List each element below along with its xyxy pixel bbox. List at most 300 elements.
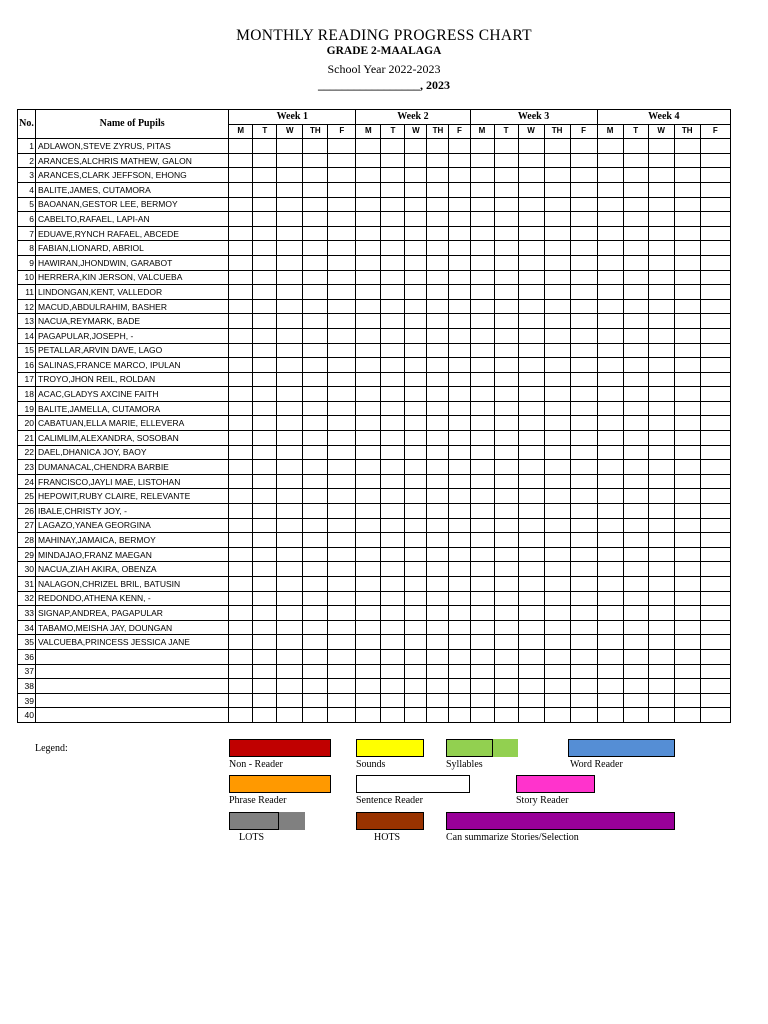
- progress-cell[interactable]: [303, 401, 328, 416]
- progress-cell[interactable]: [623, 591, 648, 606]
- progress-cell[interactable]: [356, 197, 381, 212]
- progress-cell[interactable]: [518, 387, 544, 402]
- progress-cell[interactable]: [570, 168, 597, 183]
- progress-cell[interactable]: [570, 255, 597, 270]
- progress-cell[interactable]: [648, 182, 674, 197]
- progress-cell[interactable]: [648, 197, 674, 212]
- progress-cell[interactable]: [648, 708, 674, 723]
- progress-cell[interactable]: [303, 270, 328, 285]
- progress-cell[interactable]: [518, 270, 544, 285]
- progress-cell[interactable]: [470, 212, 494, 227]
- progress-cell[interactable]: [570, 489, 597, 504]
- progress-cell[interactable]: [253, 416, 277, 431]
- progress-cell[interactable]: [381, 533, 405, 548]
- progress-cell[interactable]: [449, 547, 470, 562]
- progress-cell[interactable]: [381, 226, 405, 241]
- progress-cell[interactable]: [356, 255, 381, 270]
- progress-cell[interactable]: [648, 168, 674, 183]
- progress-cell[interactable]: [229, 197, 253, 212]
- progress-cell[interactable]: [623, 460, 648, 475]
- progress-cell[interactable]: [518, 299, 544, 314]
- progress-cell[interactable]: [328, 445, 356, 460]
- progress-cell[interactable]: [494, 197, 518, 212]
- progress-cell[interactable]: [470, 474, 494, 489]
- progress-cell[interactable]: [544, 241, 570, 256]
- progress-cell[interactable]: [405, 212, 427, 227]
- progress-cell[interactable]: [303, 606, 328, 621]
- progress-cell[interactable]: [405, 168, 427, 183]
- progress-cell[interactable]: [405, 182, 427, 197]
- progress-cell[interactable]: [544, 226, 570, 241]
- progress-cell[interactable]: [277, 445, 303, 460]
- progress-cell[interactable]: [229, 489, 253, 504]
- progress-cell[interactable]: [449, 387, 470, 402]
- progress-cell[interactable]: [405, 708, 427, 723]
- progress-cell[interactable]: [405, 226, 427, 241]
- progress-cell[interactable]: [570, 547, 597, 562]
- progress-cell[interactable]: [544, 182, 570, 197]
- progress-cell[interactable]: [700, 606, 730, 621]
- progress-cell[interactable]: [427, 139, 449, 154]
- progress-cell[interactable]: [427, 197, 449, 212]
- progress-cell[interactable]: [623, 139, 648, 154]
- progress-cell[interactable]: [405, 635, 427, 650]
- progress-cell[interactable]: [277, 328, 303, 343]
- progress-cell[interactable]: [623, 226, 648, 241]
- progress-cell[interactable]: [405, 693, 427, 708]
- progress-cell[interactable]: [381, 153, 405, 168]
- progress-cell[interactable]: [597, 591, 623, 606]
- progress-cell[interactable]: [597, 285, 623, 300]
- progress-cell[interactable]: [494, 270, 518, 285]
- progress-cell[interactable]: [449, 693, 470, 708]
- progress-cell[interactable]: [570, 372, 597, 387]
- progress-cell[interactable]: [427, 518, 449, 533]
- progress-cell[interactable]: [449, 591, 470, 606]
- progress-cell[interactable]: [674, 474, 700, 489]
- progress-cell[interactable]: [405, 255, 427, 270]
- progress-cell[interactable]: [449, 504, 470, 519]
- progress-cell[interactable]: [229, 168, 253, 183]
- progress-cell[interactable]: [700, 328, 730, 343]
- progress-cell[interactable]: [449, 372, 470, 387]
- progress-cell[interactable]: [303, 562, 328, 577]
- progress-cell[interactable]: [303, 591, 328, 606]
- progress-cell[interactable]: [381, 664, 405, 679]
- progress-cell[interactable]: [449, 197, 470, 212]
- progress-cell[interactable]: [544, 270, 570, 285]
- progress-cell[interactable]: [356, 533, 381, 548]
- progress-cell[interactable]: [470, 577, 494, 592]
- progress-cell[interactable]: [356, 708, 381, 723]
- progress-cell[interactable]: [518, 212, 544, 227]
- progress-cell[interactable]: [597, 635, 623, 650]
- progress-cell[interactable]: [674, 562, 700, 577]
- progress-cell[interactable]: [470, 285, 494, 300]
- progress-cell[interactable]: [356, 620, 381, 635]
- progress-cell[interactable]: [494, 679, 518, 694]
- progress-cell[interactable]: [405, 591, 427, 606]
- progress-cell[interactable]: [623, 577, 648, 592]
- progress-cell[interactable]: [597, 358, 623, 373]
- progress-cell[interactable]: [623, 635, 648, 650]
- progress-cell[interactable]: [253, 139, 277, 154]
- progress-cell[interactable]: [328, 416, 356, 431]
- progress-cell[interactable]: [648, 314, 674, 329]
- progress-cell[interactable]: [277, 708, 303, 723]
- progress-cell[interactable]: [570, 577, 597, 592]
- progress-cell[interactable]: [303, 445, 328, 460]
- progress-cell[interactable]: [597, 649, 623, 664]
- progress-cell[interactable]: [277, 679, 303, 694]
- progress-cell[interactable]: [623, 285, 648, 300]
- progress-cell[interactable]: [544, 620, 570, 635]
- progress-cell[interactable]: [328, 620, 356, 635]
- progress-cell[interactable]: [623, 664, 648, 679]
- progress-cell[interactable]: [449, 606, 470, 621]
- progress-cell[interactable]: [570, 533, 597, 548]
- progress-cell[interactable]: [470, 649, 494, 664]
- progress-cell[interactable]: [470, 620, 494, 635]
- progress-cell[interactable]: [470, 504, 494, 519]
- progress-cell[interactable]: [449, 270, 470, 285]
- progress-cell[interactable]: [700, 664, 730, 679]
- progress-cell[interactable]: [303, 255, 328, 270]
- progress-cell[interactable]: [518, 577, 544, 592]
- progress-cell[interactable]: [303, 226, 328, 241]
- progress-cell[interactable]: [427, 474, 449, 489]
- progress-cell[interactable]: [427, 270, 449, 285]
- progress-cell[interactable]: [674, 416, 700, 431]
- progress-cell[interactable]: [648, 489, 674, 504]
- progress-cell[interactable]: [229, 270, 253, 285]
- progress-cell[interactable]: [674, 139, 700, 154]
- progress-cell[interactable]: [229, 693, 253, 708]
- progress-cell[interactable]: [470, 182, 494, 197]
- progress-cell[interactable]: [356, 445, 381, 460]
- progress-cell[interactable]: [570, 358, 597, 373]
- progress-cell[interactable]: [229, 372, 253, 387]
- progress-cell[interactable]: [277, 562, 303, 577]
- progress-cell[interactable]: [470, 226, 494, 241]
- progress-cell[interactable]: [570, 474, 597, 489]
- progress-cell[interactable]: [674, 649, 700, 664]
- progress-cell[interactable]: [544, 328, 570, 343]
- progress-cell[interactable]: [623, 182, 648, 197]
- progress-cell[interactable]: [470, 153, 494, 168]
- progress-cell[interactable]: [253, 431, 277, 446]
- progress-cell[interactable]: [518, 504, 544, 519]
- progress-cell[interactable]: [356, 182, 381, 197]
- progress-cell[interactable]: [427, 635, 449, 650]
- progress-cell[interactable]: [597, 504, 623, 519]
- progress-cell[interactable]: [381, 649, 405, 664]
- progress-cell[interactable]: [570, 649, 597, 664]
- progress-cell[interactable]: [518, 518, 544, 533]
- progress-cell[interactable]: [700, 489, 730, 504]
- progress-cell[interactable]: [229, 431, 253, 446]
- progress-cell[interactable]: [623, 518, 648, 533]
- progress-cell[interactable]: [597, 401, 623, 416]
- progress-cell[interactable]: [229, 182, 253, 197]
- progress-cell[interactable]: [229, 387, 253, 402]
- progress-cell[interactable]: [303, 577, 328, 592]
- progress-cell[interactable]: [570, 606, 597, 621]
- progress-cell[interactable]: [700, 372, 730, 387]
- progress-cell[interactable]: [648, 212, 674, 227]
- progress-cell[interactable]: [449, 635, 470, 650]
- progress-cell[interactable]: [229, 679, 253, 694]
- progress-cell[interactable]: [405, 489, 427, 504]
- progress-cell[interactable]: [427, 153, 449, 168]
- progress-cell[interactable]: [328, 664, 356, 679]
- progress-cell[interactable]: [303, 620, 328, 635]
- progress-cell[interactable]: [570, 708, 597, 723]
- progress-cell[interactable]: [623, 372, 648, 387]
- progress-cell[interactable]: [700, 547, 730, 562]
- progress-cell[interactable]: [518, 708, 544, 723]
- progress-cell[interactable]: [518, 562, 544, 577]
- progress-cell[interactable]: [427, 460, 449, 475]
- progress-cell[interactable]: [405, 679, 427, 694]
- progress-cell[interactable]: [253, 372, 277, 387]
- progress-cell[interactable]: [470, 445, 494, 460]
- progress-cell[interactable]: [277, 197, 303, 212]
- progress-cell[interactable]: [494, 314, 518, 329]
- progress-cell[interactable]: [648, 562, 674, 577]
- progress-cell[interactable]: [570, 314, 597, 329]
- progress-cell[interactable]: [494, 226, 518, 241]
- progress-cell[interactable]: [356, 635, 381, 650]
- progress-cell[interactable]: [328, 533, 356, 548]
- progress-cell[interactable]: [303, 679, 328, 694]
- progress-cell[interactable]: [427, 649, 449, 664]
- progress-cell[interactable]: [427, 372, 449, 387]
- progress-cell[interactable]: [356, 518, 381, 533]
- progress-cell[interactable]: [427, 401, 449, 416]
- progress-cell[interactable]: [648, 139, 674, 154]
- progress-cell[interactable]: [303, 299, 328, 314]
- progress-cell[interactable]: [303, 635, 328, 650]
- progress-cell[interactable]: [449, 212, 470, 227]
- progress-cell[interactable]: [674, 489, 700, 504]
- progress-cell[interactable]: [700, 562, 730, 577]
- progress-cell[interactable]: [518, 241, 544, 256]
- progress-cell[interactable]: [648, 504, 674, 519]
- progress-cell[interactable]: [470, 416, 494, 431]
- progress-cell[interactable]: [674, 504, 700, 519]
- progress-cell[interactable]: [449, 518, 470, 533]
- progress-cell[interactable]: [597, 182, 623, 197]
- progress-cell[interactable]: [356, 212, 381, 227]
- progress-cell[interactable]: [544, 343, 570, 358]
- progress-cell[interactable]: [494, 504, 518, 519]
- progress-cell[interactable]: [405, 474, 427, 489]
- progress-cell[interactable]: [623, 168, 648, 183]
- progress-cell[interactable]: [277, 182, 303, 197]
- progress-cell[interactable]: [381, 562, 405, 577]
- progress-cell[interactable]: [277, 139, 303, 154]
- progress-cell[interactable]: [700, 401, 730, 416]
- progress-cell[interactable]: [674, 299, 700, 314]
- progress-cell[interactable]: [303, 489, 328, 504]
- progress-cell[interactable]: [597, 153, 623, 168]
- progress-cell[interactable]: [494, 241, 518, 256]
- progress-cell[interactable]: [623, 401, 648, 416]
- progress-cell[interactable]: [449, 708, 470, 723]
- progress-cell[interactable]: [328, 182, 356, 197]
- progress-cell[interactable]: [494, 401, 518, 416]
- progress-cell[interactable]: [277, 474, 303, 489]
- progress-cell[interactable]: [648, 387, 674, 402]
- progress-cell[interactable]: [427, 168, 449, 183]
- progress-cell[interactable]: [303, 197, 328, 212]
- progress-cell[interactable]: [494, 533, 518, 548]
- progress-cell[interactable]: [544, 562, 570, 577]
- progress-cell[interactable]: [518, 314, 544, 329]
- progress-cell[interactable]: [449, 620, 470, 635]
- progress-cell[interactable]: [470, 664, 494, 679]
- progress-cell[interactable]: [597, 460, 623, 475]
- progress-cell[interactable]: [544, 153, 570, 168]
- progress-cell[interactable]: [700, 153, 730, 168]
- progress-cell[interactable]: [700, 197, 730, 212]
- progress-cell[interactable]: [356, 416, 381, 431]
- progress-cell[interactable]: [623, 343, 648, 358]
- progress-cell[interactable]: [570, 664, 597, 679]
- progress-cell[interactable]: [405, 416, 427, 431]
- progress-cell[interactable]: [570, 299, 597, 314]
- progress-cell[interactable]: [544, 168, 570, 183]
- progress-cell[interactable]: [381, 708, 405, 723]
- progress-cell[interactable]: [518, 153, 544, 168]
- progress-cell[interactable]: [648, 547, 674, 562]
- progress-cell[interactable]: [623, 562, 648, 577]
- progress-cell[interactable]: [381, 635, 405, 650]
- progress-cell[interactable]: [700, 226, 730, 241]
- progress-cell[interactable]: [449, 314, 470, 329]
- progress-cell[interactable]: [356, 489, 381, 504]
- progress-cell[interactable]: [303, 664, 328, 679]
- progress-cell[interactable]: [570, 693, 597, 708]
- progress-cell[interactable]: [674, 577, 700, 592]
- progress-cell[interactable]: [494, 518, 518, 533]
- progress-cell[interactable]: [470, 547, 494, 562]
- progress-cell[interactable]: [253, 664, 277, 679]
- progress-cell[interactable]: [253, 547, 277, 562]
- progress-cell[interactable]: [381, 387, 405, 402]
- progress-cell[interactable]: [518, 679, 544, 694]
- progress-cell[interactable]: [229, 635, 253, 650]
- progress-cell[interactable]: [674, 708, 700, 723]
- progress-cell[interactable]: [674, 168, 700, 183]
- progress-cell[interactable]: [544, 401, 570, 416]
- progress-cell[interactable]: [494, 285, 518, 300]
- progress-cell[interactable]: [229, 547, 253, 562]
- progress-cell[interactable]: [303, 533, 328, 548]
- progress-cell[interactable]: [470, 387, 494, 402]
- progress-cell[interactable]: [470, 562, 494, 577]
- progress-cell[interactable]: [427, 387, 449, 402]
- progress-cell[interactable]: [381, 474, 405, 489]
- progress-cell[interactable]: [544, 606, 570, 621]
- progress-cell[interactable]: [648, 241, 674, 256]
- progress-cell[interactable]: [648, 635, 674, 650]
- progress-cell[interactable]: [518, 255, 544, 270]
- progress-cell[interactable]: [303, 387, 328, 402]
- progress-cell[interactable]: [449, 226, 470, 241]
- progress-cell[interactable]: [229, 708, 253, 723]
- progress-cell[interactable]: [494, 547, 518, 562]
- progress-cell[interactable]: [356, 372, 381, 387]
- progress-cell[interactable]: [648, 606, 674, 621]
- progress-cell[interactable]: [494, 620, 518, 635]
- progress-cell[interactable]: [623, 547, 648, 562]
- progress-cell[interactable]: [494, 358, 518, 373]
- progress-cell[interactable]: [648, 153, 674, 168]
- progress-cell[interactable]: [381, 182, 405, 197]
- progress-cell[interactable]: [328, 635, 356, 650]
- progress-cell[interactable]: [597, 620, 623, 635]
- progress-cell[interactable]: [381, 139, 405, 154]
- progress-cell[interactable]: [700, 635, 730, 650]
- progress-cell[interactable]: [648, 474, 674, 489]
- progress-cell[interactable]: [427, 591, 449, 606]
- progress-cell[interactable]: [229, 212, 253, 227]
- progress-cell[interactable]: [328, 649, 356, 664]
- progress-cell[interactable]: [648, 343, 674, 358]
- progress-cell[interactable]: [381, 606, 405, 621]
- progress-cell[interactable]: [229, 504, 253, 519]
- progress-cell[interactable]: [328, 518, 356, 533]
- progress-cell[interactable]: [597, 168, 623, 183]
- progress-cell[interactable]: [381, 679, 405, 694]
- progress-cell[interactable]: [449, 285, 470, 300]
- progress-cell[interactable]: [518, 168, 544, 183]
- progress-cell[interactable]: [277, 577, 303, 592]
- progress-cell[interactable]: [328, 226, 356, 241]
- progress-cell[interactable]: [303, 343, 328, 358]
- progress-cell[interactable]: [570, 241, 597, 256]
- progress-cell[interactable]: [623, 358, 648, 373]
- progress-cell[interactable]: [381, 620, 405, 635]
- progress-cell[interactable]: [253, 533, 277, 548]
- progress-cell[interactable]: [449, 153, 470, 168]
- progress-cell[interactable]: [470, 591, 494, 606]
- progress-cell[interactable]: [597, 533, 623, 548]
- progress-cell[interactable]: [494, 635, 518, 650]
- progress-cell[interactable]: [381, 489, 405, 504]
- progress-cell[interactable]: [328, 606, 356, 621]
- progress-cell[interactable]: [405, 401, 427, 416]
- progress-cell[interactable]: [427, 547, 449, 562]
- progress-cell[interactable]: [356, 547, 381, 562]
- progress-cell[interactable]: [597, 212, 623, 227]
- progress-cell[interactable]: [518, 635, 544, 650]
- progress-cell[interactable]: [597, 445, 623, 460]
- progress-cell[interactable]: [470, 606, 494, 621]
- progress-cell[interactable]: [494, 416, 518, 431]
- progress-cell[interactable]: [253, 445, 277, 460]
- progress-cell[interactable]: [381, 591, 405, 606]
- progress-cell[interactable]: [470, 431, 494, 446]
- progress-cell[interactable]: [648, 664, 674, 679]
- progress-cell[interactable]: [229, 343, 253, 358]
- progress-cell[interactable]: [674, 358, 700, 373]
- progress-cell[interactable]: [700, 474, 730, 489]
- progress-cell[interactable]: [356, 153, 381, 168]
- progress-cell[interactable]: [253, 489, 277, 504]
